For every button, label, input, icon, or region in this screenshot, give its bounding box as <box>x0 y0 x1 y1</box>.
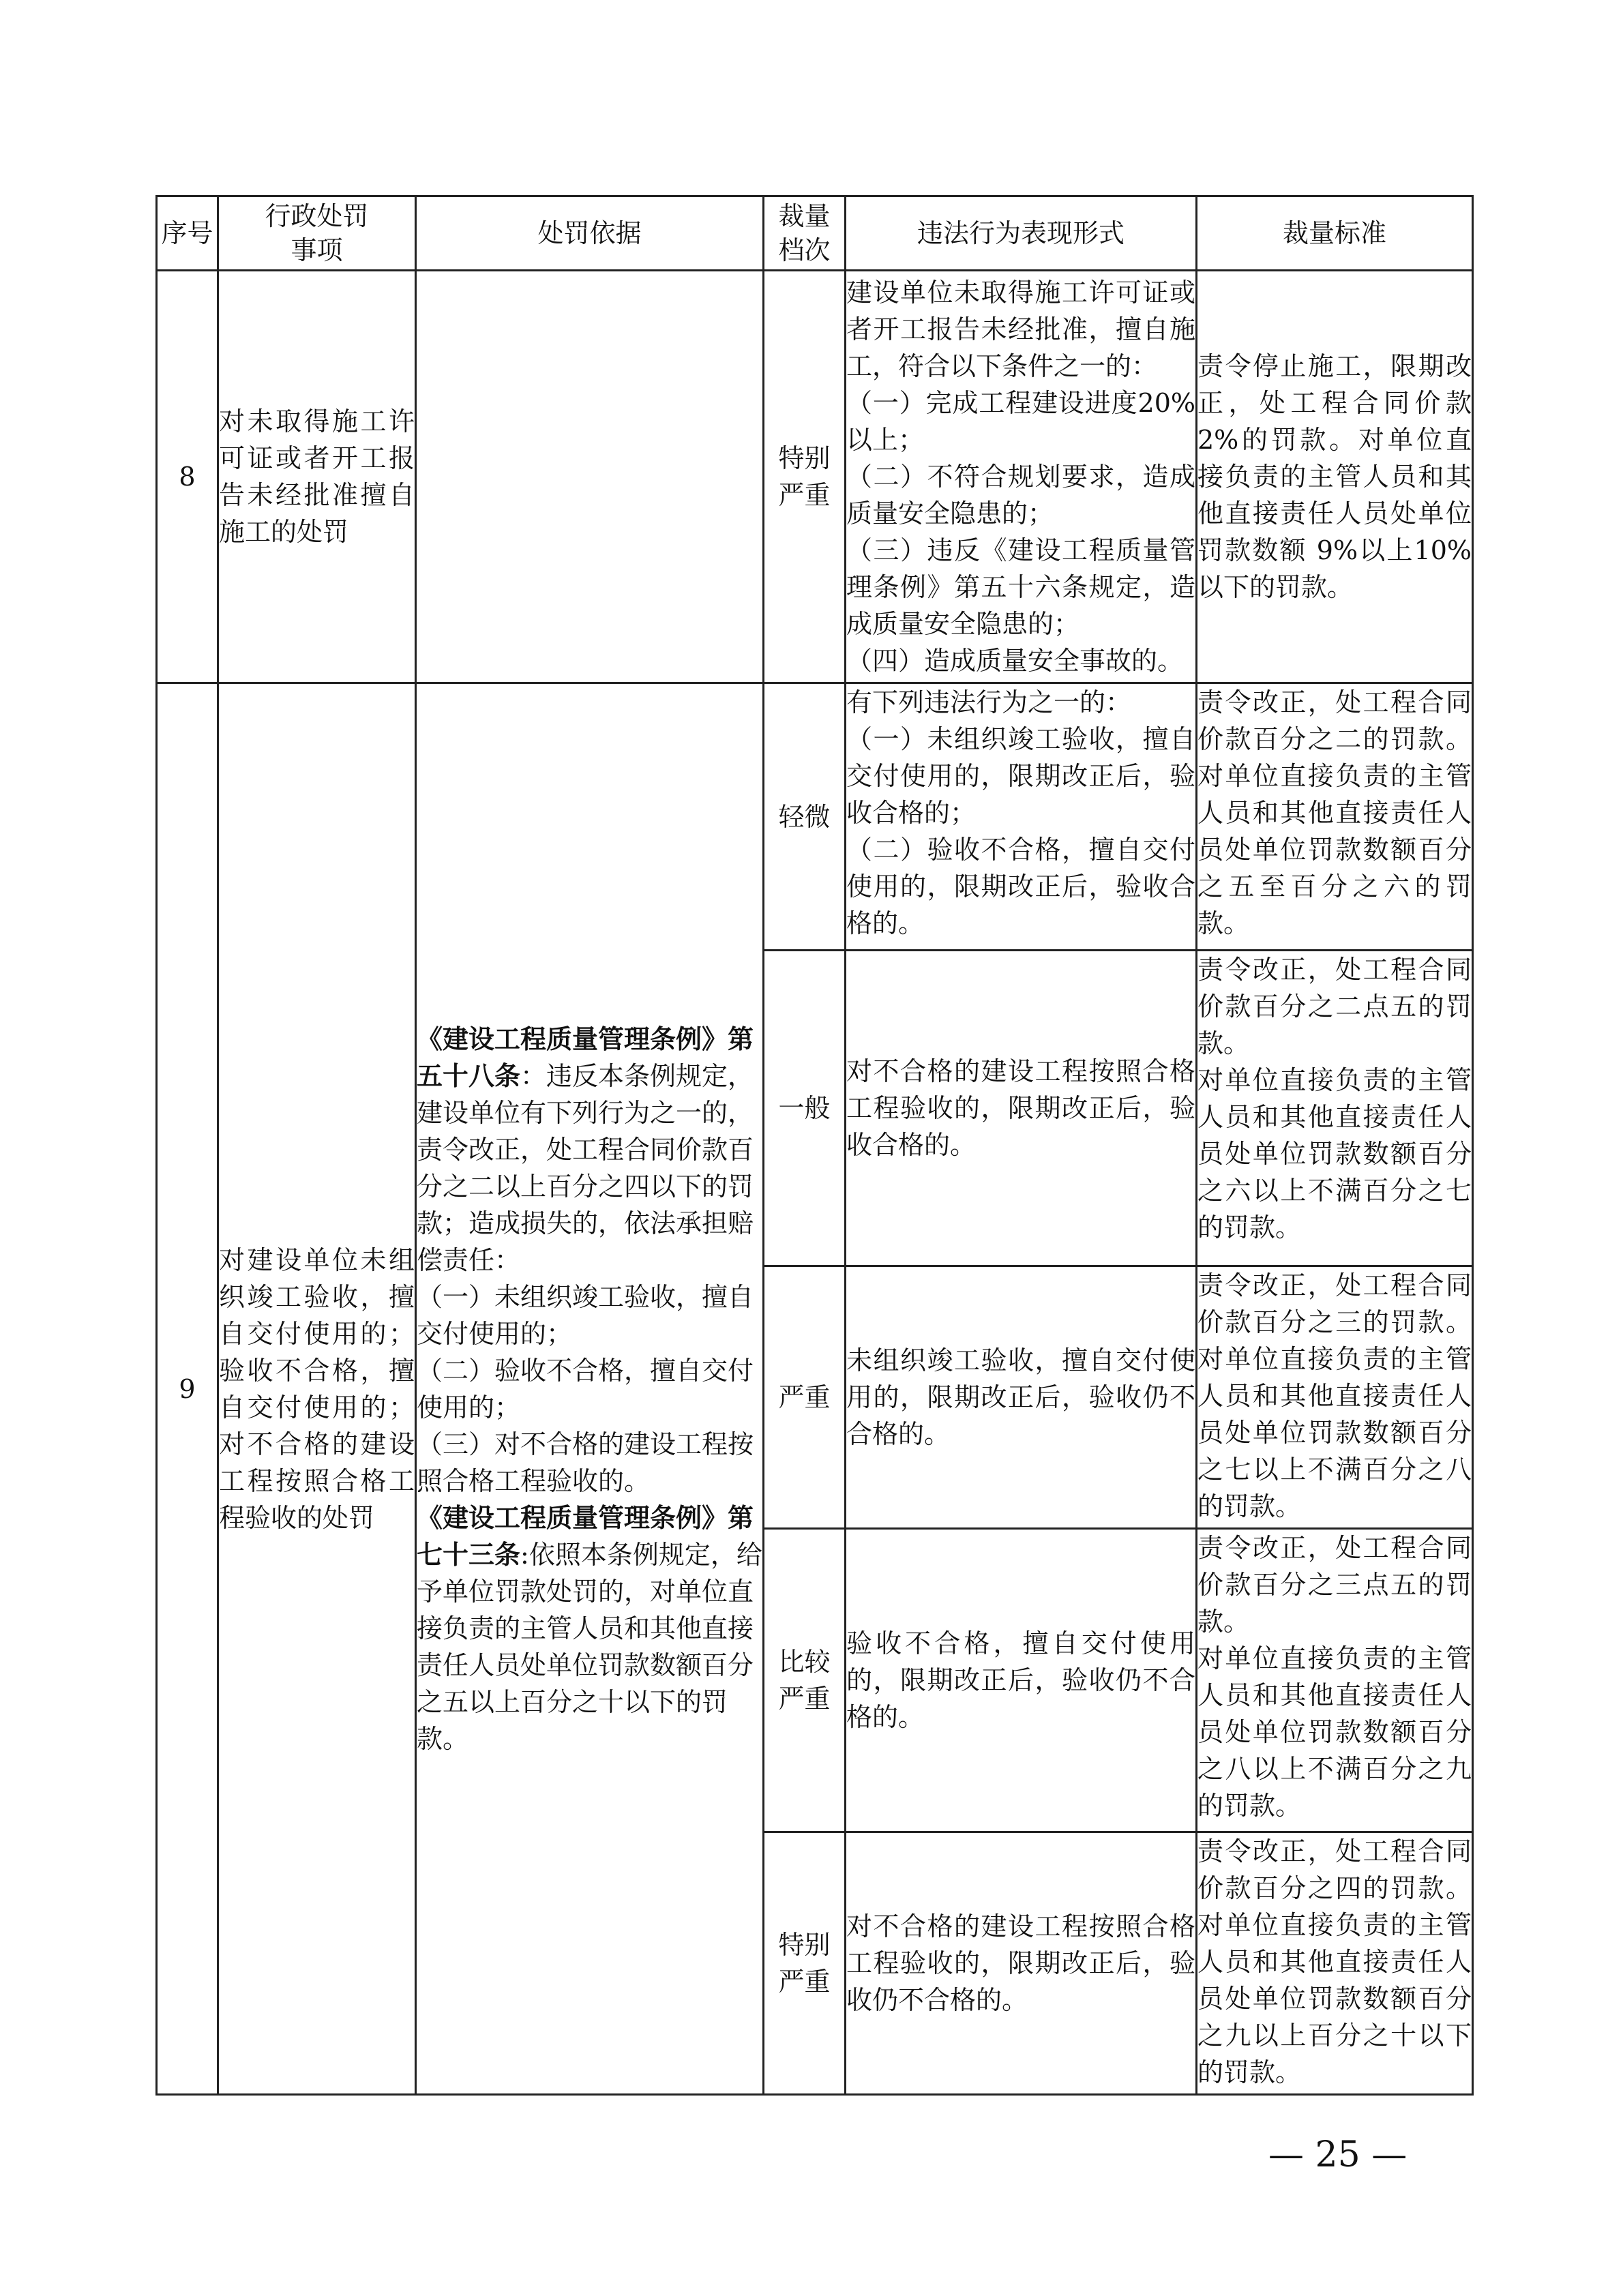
header-item: 行政处罚 事项 <box>218 196 416 271</box>
basis-title-58: 《建设工程质量管理条例》第五十八条 <box>417 1023 754 1091</box>
row9-item: 对建设单位未组织竣工验收，擅自交付使用的；验收不合格，擅自交付使用的；对不合格的建设工程按照合格工程验收的处罚 <box>218 683 416 2095</box>
row9-tier5-level: 特别 严重 <box>764 1832 846 2095</box>
row9-no: 9 <box>157 683 218 2095</box>
row8-standard: 责令停止施工，限期改正，处工程合同价款 2%的罚款。对单位直接负责的主管人员和其他直接责任人员处单位罚款数额 9%以上10%以下的罚款。 <box>1197 271 1473 683</box>
row9-tier2-behavior: 对不合格的建设工程按照合格工程验收的，限期改正后，验收合格的。 <box>846 951 1197 1266</box>
row9-tier3-level: 严重 <box>764 1266 846 1529</box>
row8-level: 特别 严重 <box>764 271 846 683</box>
row9-tier1-standard: 责令改正，处工程合同价款百分之二的罚款。对单位直接负责的主管人员和其他直接责任人员处单位罚款数额百分之五至百分之六的罚款。 <box>1197 683 1473 951</box>
header-basis: 处罚依据 <box>416 196 764 271</box>
row8-no: 8 <box>157 271 218 683</box>
row9-tier1-behavior: 有下列违法行为之一的： （一）未组织竣工验收，擅自交付使用的，限期改正后，验收合格的； （二）验收不合格，擅自交付使用的，限期改正后，验收合格的。 <box>846 683 1197 951</box>
basis-text-58: ：违反本条例规定，建设单位有下列行为之一的，责令改正，处工程合同价款百分之二以上百分之四以下的罚款；造成损失的，依法承担赔偿责任： （一）未组织竣工验收，擅自交付使用的； （二）验收不合格，擅自交付使用的； （三）对不合格的建设工程按照合格工程验收的。 <box>417 1060 754 1496</box>
header-standard: 裁量标准 <box>1197 196 1473 271</box>
row9-tier4-level: 比较 严重 <box>764 1529 846 1832</box>
table-header-row <box>157 196 1473 271</box>
table-row <box>157 683 1473 951</box>
header-level: 裁量 档次 <box>764 196 846 271</box>
table-row <box>157 271 1473 683</box>
row9-tier4-standard: 责令改正，处工程合同价款百分之三点五的罚款。 对单位直接负责的主管人员和其他直接责任人员处单位罚款数额百分之八以上不满百分之九的罚款。 <box>1197 1529 1473 1832</box>
page-number: — 25 — <box>1268 2134 1408 2175</box>
row9-tier5-behavior: 对不合格的建设工程按照合格工程验收的，限期改正后，验收仍不合格的。 <box>846 1832 1197 2095</box>
basis-text-73: :依照本条例规定，给予单位罚款处罚的，对单位直接负责的主管人员和其他直接责任人员处单位罚款数额百分之五以上百分之十以下的罚款。 <box>417 1539 762 1754</box>
row9-tier3-standard: 责令改正，处工程合同价款百分之三的罚款。对单位直接负责的主管人员和其他直接责任人员处单位罚款数额百分之七以上不满百分之八的罚款。 <box>1197 1266 1473 1529</box>
row9-basis <box>416 683 764 2095</box>
row9-tier5-standard: 责令改正，处工程合同价款百分之四的罚款。对单位直接负责的主管人员和其他直接责任人员处单位罚款数额百分之九以上百分之十以下的罚款。 <box>1197 1832 1473 2095</box>
header-behavior: 违法行为表现形式 <box>846 196 1197 271</box>
basis-title-73: 《建设工程质量管理条例》第七十三条 <box>417 1502 754 1570</box>
header-no: 序号 <box>157 196 218 271</box>
row9-tier2-level: 一般 <box>764 951 846 1266</box>
penalty-table <box>155 195 1474 2096</box>
row9-tier1-level: 轻微 <box>764 683 846 951</box>
row8-basis <box>416 271 764 683</box>
row9-tier2-standard: 责令改正，处工程合同价款百分之二点五的罚款。 对单位直接负责的主管人员和其他直接责任人员处单位罚款数额百分之六以上不满百分之七的罚款。 <box>1197 951 1473 1266</box>
row8-item: 对未取得施工许可证或者开工报告未经批准擅自施工的处罚 <box>218 271 416 683</box>
row9-tier4-behavior: 验收不合格，擅自交付使用的，限期改正后，验收仍不合格的。 <box>846 1529 1197 1832</box>
row9-tier3-behavior: 未组织竣工验收，擅自交付使用的，限期改正后，验收仍不合格的。 <box>846 1266 1197 1529</box>
row8-behavior: 建设单位未取得施工许可证或者开工报告未经批准，擅自施工，符合以下条件之一的： （一）完成工程建设进度20%以上； （二）不符合规划要求，造成质量安全隐患的； （三）违反《建设工程质量管理条例》第五十六条规定，造成质量安全隐患的； （四）造成质量安全事故的。 <box>846 271 1197 683</box>
